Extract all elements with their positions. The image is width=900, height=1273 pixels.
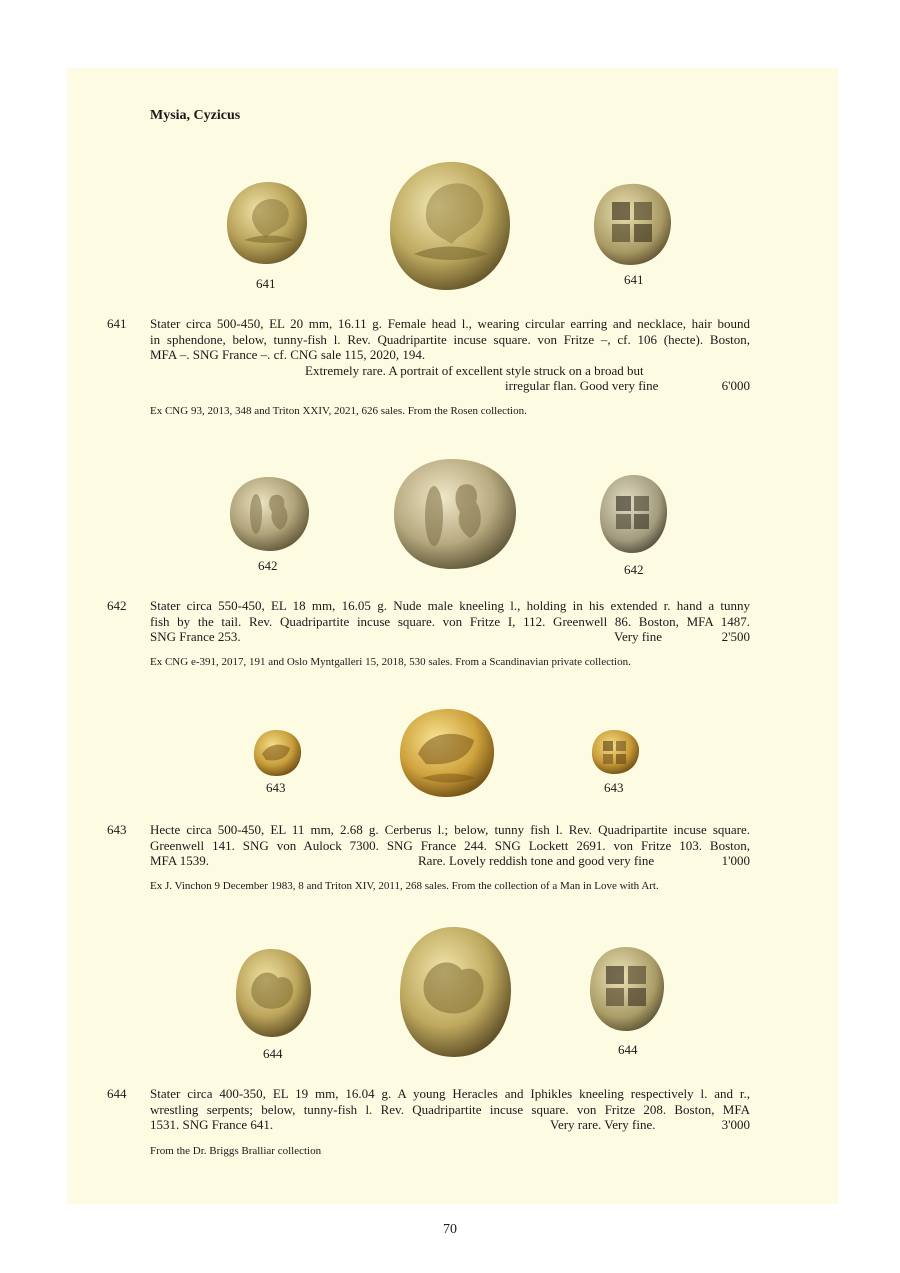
coin-642-reverse <box>596 472 670 556</box>
grade: irregular flan. Good very fine <box>505 378 659 394</box>
lot-description <box>150 598 750 645</box>
grade: Rare. Lovely reddish tone and good very fine <box>418 853 655 869</box>
provenance: Ex CNG e-391, 2017, 191 and Oslo Myntgalleri 15, 2018, 530 sales. From a Scandinavian private collection. <box>150 656 631 668</box>
description-line: Stater circa 550-450, EL 18 mm, 16.05 g. Nude male kneeling l., holding in his extended r. hand a tunny <box>150 598 750 613</box>
provenance: Ex J. Vinchon 9 December 1983, 8 and Triton XIV, 2011, 268 sales. From the collection of a Man in Love with Art. <box>150 880 659 892</box>
estimate: 1'000 <box>721 853 750 869</box>
coin-label: 641 <box>256 276 276 291</box>
coin-644-obverse-large <box>396 924 514 1060</box>
coin-644-obverse-small <box>232 946 314 1040</box>
lot-description <box>150 316 750 394</box>
coin-643-obverse-large <box>396 706 498 800</box>
coin-641-obverse-large <box>386 158 514 294</box>
lot-number: 642 <box>107 598 127 613</box>
coin-643-obverse-small <box>250 728 304 778</box>
description-line: 1531. SNG France 641. <box>150 1117 274 1133</box>
lot-description <box>150 1086 750 1133</box>
description-line: Stater circa 500-450, EL 20 mm, 16.11 g. Female head l., wearing circular earring and necklace, hair bound <box>150 316 750 331</box>
provenance: Ex CNG 93, 2013, 348 and Triton XXIV, 2021, 626 sales. From the Rosen collection. <box>150 405 527 417</box>
coin-label: 641 <box>624 272 644 287</box>
description-line: Hecte circa 500-450, EL 11 mm, 2.68 g. Cerberus l.; below, tunny fish l. Rev. Quadripartite incuse square. <box>150 822 750 837</box>
region-heading: Mysia, Cyzicus <box>150 108 241 123</box>
lot-number: 641 <box>107 316 127 331</box>
coin-label: 643 <box>604 780 624 795</box>
lot-number: 644 <box>107 1086 127 1101</box>
grade: Extremely rare. A portrait of excellent style struck on a broad but <box>305 362 644 378</box>
page-number: 70 <box>443 1222 457 1237</box>
description-line: MFA –. SNG France –. cf. CNG sale 115, 2020, 194. <box>150 347 426 363</box>
description-line: Greenwell 141. SNG von Aulock 7300. SNG France 244. SNG Lockett 2691. von Fritze 103. Boston, <box>150 837 750 853</box>
description-line: MFA 1539. <box>150 853 209 869</box>
coin-label: 644 <box>263 1046 283 1061</box>
coin-label: 644 <box>618 1042 638 1057</box>
description-line: fish by the tail. Rev. Quadripartite incuse square. von Fritze I, 112. Greenwell 86. Boston, MFA 1487. <box>150 613 750 629</box>
coin-label: 642 <box>624 562 644 577</box>
description-line: SNG France 253. <box>150 629 241 645</box>
coin-642-obverse-small <box>226 474 312 554</box>
coin-642-obverse-large <box>390 456 520 572</box>
description-line: Stater circa 400-350, EL 19 mm, 16.04 g. A young Heracles and Iphikles kneeling respectively l. and r., <box>150 1086 750 1101</box>
description-line: wrestling serpents; below, tunny-fish l. Rev. Quadripartite incuse square. von Fritze 208. Boston, MFA <box>150 1101 750 1117</box>
lot-description <box>150 822 750 869</box>
description-line: in sphendone, below, tunny-fish l. Rev. Quadripartite incuse square. von Fritze –, cf. 106 (hecte). Boston, <box>150 331 750 347</box>
estimate: 3'000 <box>721 1117 750 1133</box>
lot-number: 643 <box>107 822 127 837</box>
coin-643-reverse <box>588 728 642 776</box>
provenance: From the Dr. Briggs Bralliar collection <box>150 1145 322 1157</box>
coin-label: 642 <box>258 558 278 573</box>
estimate: 2'500 <box>721 629 750 645</box>
estimate: 6'000 <box>721 378 750 394</box>
grade: Very rare. Very fine. <box>550 1117 656 1133</box>
coin-label: 643 <box>266 780 286 795</box>
coin-641-obverse-small <box>222 178 312 268</box>
coin-641-reverse <box>590 180 674 268</box>
grade: Very fine <box>614 629 663 645</box>
coin-644-reverse <box>586 944 668 1034</box>
